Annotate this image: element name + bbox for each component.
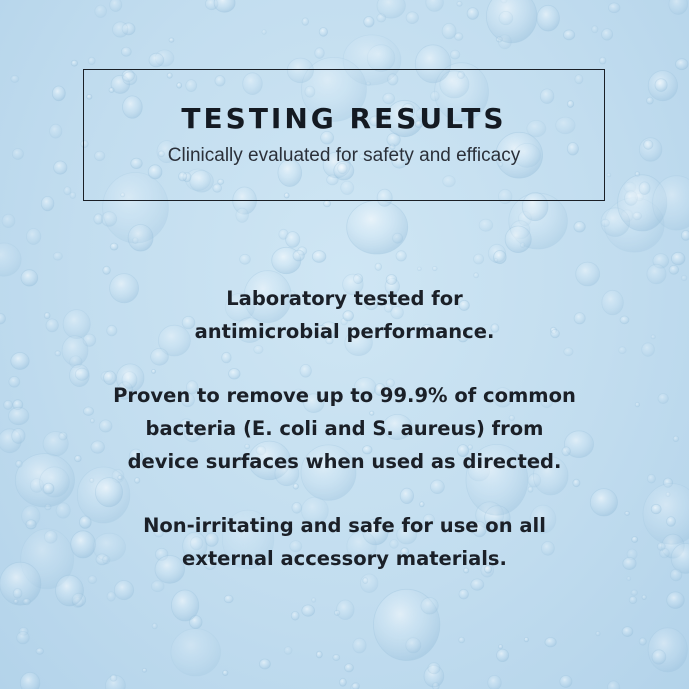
- text-line: external accessory materials.: [182, 547, 507, 570]
- paragraph-lab-tested: [40, 282, 649, 348]
- paragraph-bacteria-removal: [40, 379, 649, 478]
- text-line: device surfaces when used as directed.: [127, 450, 562, 473]
- text-line: Laboratory tested for: [226, 287, 463, 310]
- paragraph-non-irritating: [40, 509, 649, 575]
- page-subtitle: Clinically evaluated for safety and efficacy: [167, 145, 521, 166]
- text-line: Proven to remove up to 99.9% of common: [113, 384, 576, 407]
- text-line: bacteria (E. coli and S. aureus) from: [145, 417, 544, 440]
- header-box: [83, 69, 605, 201]
- page-title: TESTING RESULTS: [181, 102, 507, 135]
- text-line: Non-irritating and safe for use on all: [143, 514, 546, 537]
- results-text: [40, 282, 649, 606]
- text-line: antimicrobial performance.: [194, 320, 495, 343]
